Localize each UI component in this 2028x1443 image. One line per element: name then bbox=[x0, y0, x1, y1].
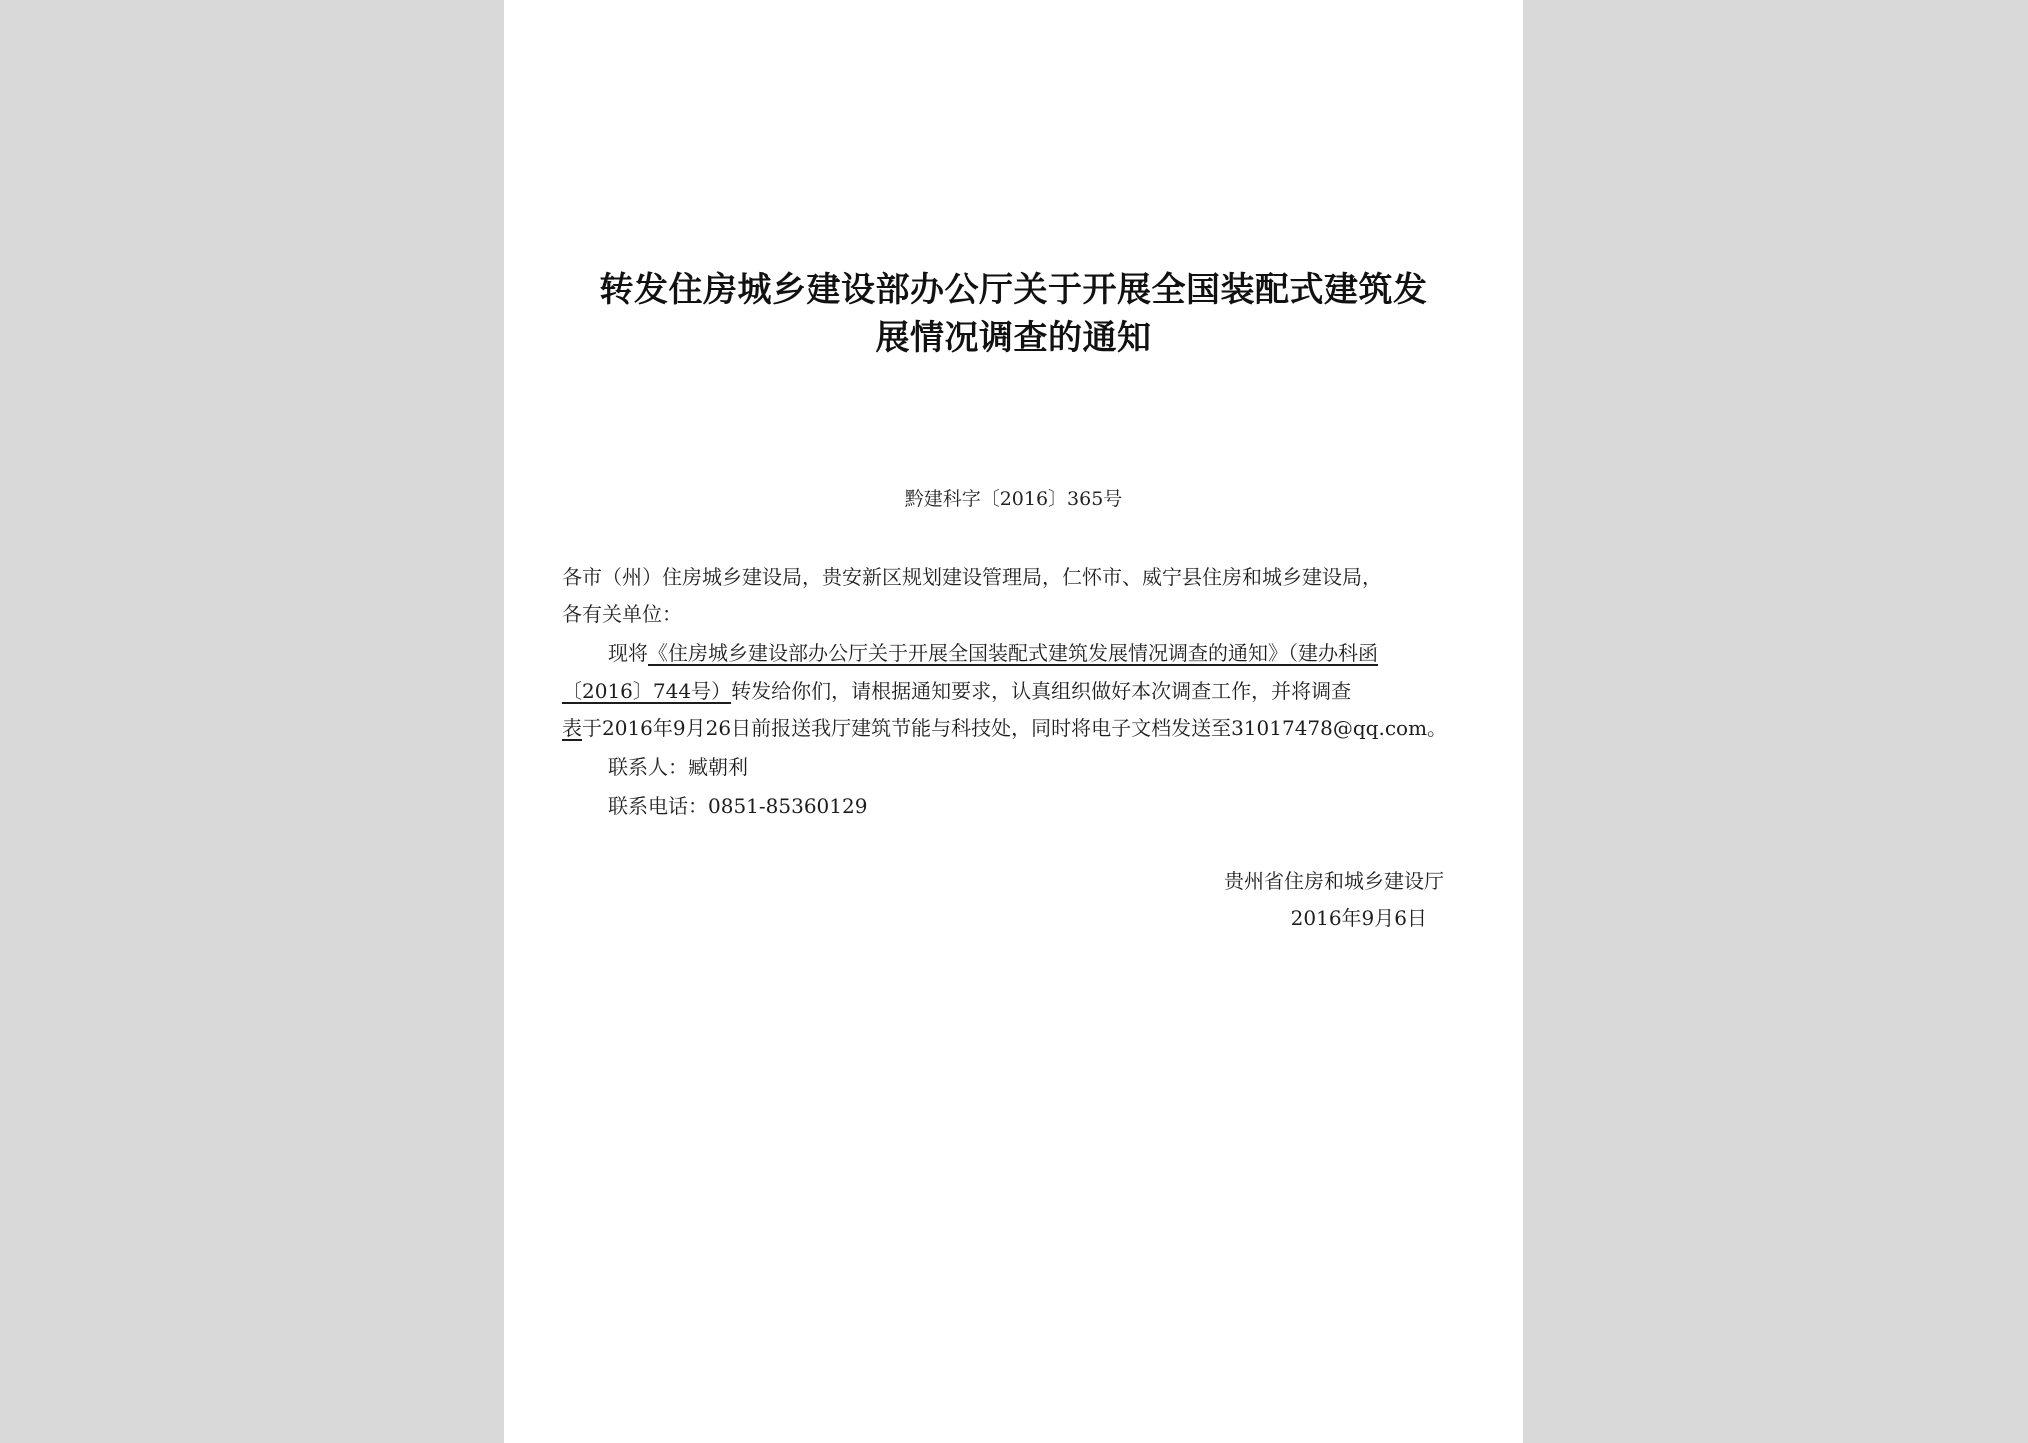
addressee-line-2: 各有关单位： bbox=[562, 602, 682, 626]
body-line-2-text: 转发给你们，请根据通知要求，认真组织做好本次调查工作，并将调查 bbox=[731, 679, 1352, 703]
body-line-1 bbox=[608, 637, 1378, 666]
body-line-3 bbox=[562, 712, 1447, 741]
document-title-line-2: 展情况调查的通知 bbox=[875, 318, 1152, 358]
document-title-line-1: 转发住房城乡建设部办公厅关于开展全国装配式建筑发 bbox=[599, 270, 1428, 310]
survey-form-link[interactable]: 表 bbox=[562, 716, 582, 740]
document-number: 黔建科字〔2016〕365号 bbox=[904, 488, 1123, 510]
addressee-line-1: 各市（州）住房城乡建设局，贵安新区规划建设管理局，仁怀市、威宁县住房和城乡建设局， bbox=[562, 565, 1382, 589]
referenced-notice-link[interactable]: 《住房城乡建设部办公厅关于开展全国装配式建筑发展情况调查的通知》（建办科函 bbox=[648, 641, 1378, 665]
body-line-1-prefix: 现将 bbox=[608, 641, 648, 665]
issuer-name: 贵州省住房和城乡建设厅 bbox=[1224, 869, 1444, 893]
body-line-2 bbox=[562, 675, 1351, 704]
contact-person: 联系人：臧朝利 bbox=[608, 755, 748, 779]
document-page bbox=[504, 0, 1523, 1443]
contact-phone: 联系电话：0851-85360129 bbox=[608, 794, 868, 818]
referenced-notice-number-link[interactable]: 〔2016〕744号） bbox=[562, 679, 732, 703]
issue-date: 2016年9月6日 bbox=[1290, 906, 1427, 930]
body-line-3-text: 于2016年9月26日前报送我厅建筑节能与科技处，同时将电子文档发送至31017478@qq.com。 bbox=[582, 716, 1448, 740]
